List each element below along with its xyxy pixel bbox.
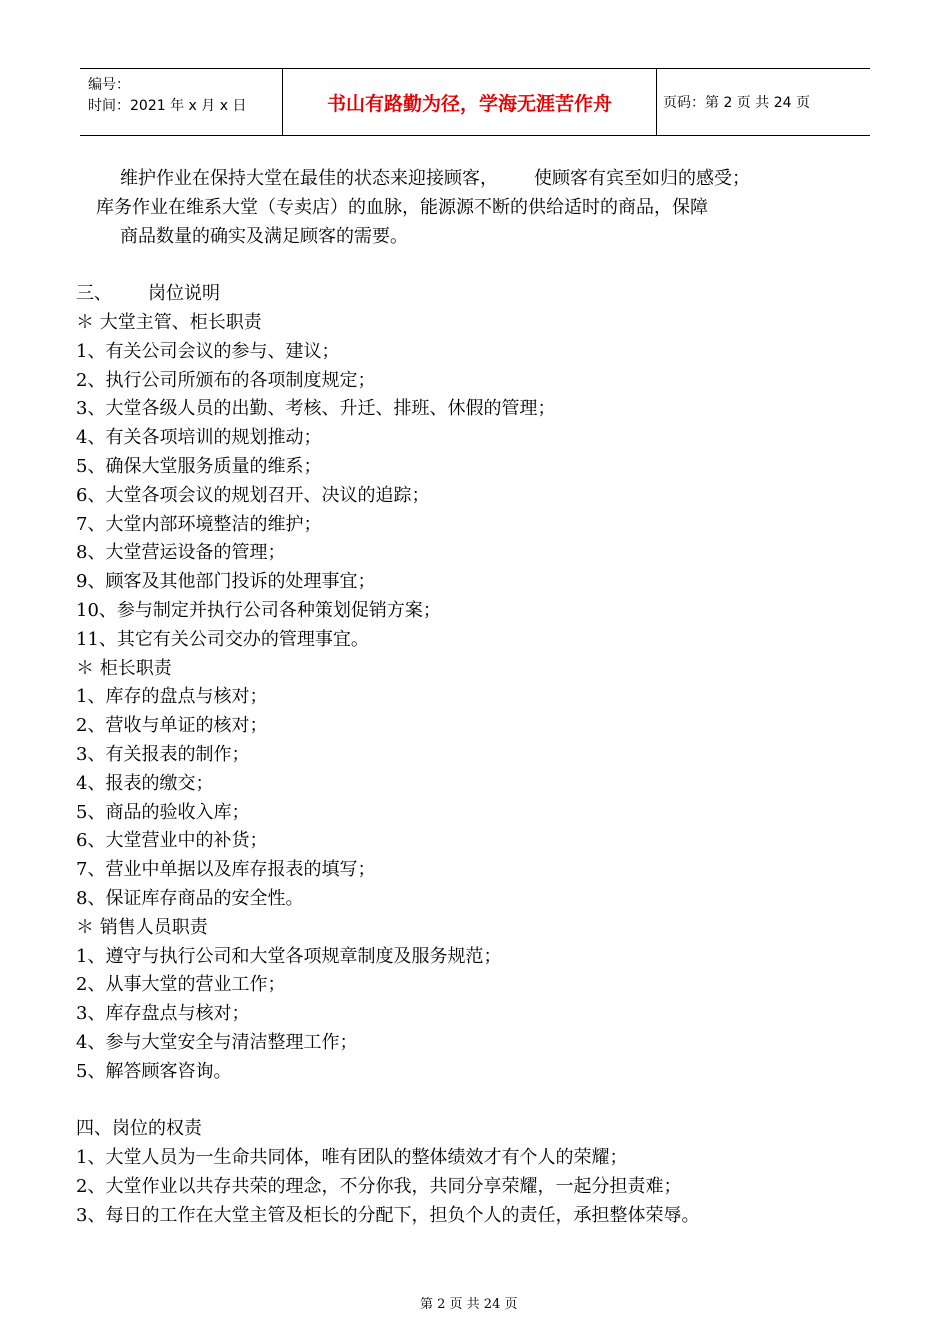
section-heading: 三、 岗位说明 bbox=[76, 283, 220, 305]
list-item: 5、解答顾客咨询。 bbox=[76, 1060, 232, 1082]
list-item: 5、确保大堂服务质量的维系； bbox=[76, 455, 322, 477]
list-item: 6、大堂营业中的补货； bbox=[76, 830, 268, 852]
list-item: 4、报表的缴交； bbox=[76, 772, 214, 794]
list-item: 1、遵守与执行公司和大堂各项规章制度及服务规范； bbox=[76, 945, 502, 967]
list-item: 1、有关公司会议的参与、建议； bbox=[76, 340, 340, 362]
intro-paragraph-line: 维护作业在保持大堂在最佳的状态来迎接顾客， 使顾客有宾至如归的感受； bbox=[120, 168, 750, 189]
list-item: 2、大堂作业以共存共荣的理念，不分你我，共同分享荣耀，一起分担责难； bbox=[76, 1175, 682, 1197]
intro-paragraph-line: 库务作业在维系大堂（专卖店）的血脉，能源源不断的供给适时的商品，保障 bbox=[96, 196, 708, 218]
list-item: 2、营收与单证的核对； bbox=[76, 715, 268, 737]
page-footer: 第 2 页 共 24 页 bbox=[420, 1297, 518, 1312]
document-number: 编号： bbox=[88, 77, 130, 93]
manager-duties-list bbox=[76, 338, 876, 655]
document-date: 时间：2021 年 x 月 x 日 bbox=[88, 98, 247, 114]
list-item: 3、有关报表的制作； bbox=[76, 743, 250, 765]
list-item: 8、大堂营运设备的管理； bbox=[76, 542, 286, 564]
list-item: 7、营业中单据以及库存报表的填写； bbox=[76, 859, 376, 881]
list-item: 2、执行公司所颁布的各项制度规定； bbox=[76, 369, 376, 391]
list-item: 3、每日的工作在大堂主管及柜长的分配下，担负个人的责任，承担整体荣辱。 bbox=[76, 1204, 700, 1226]
list-item: 5、商品的验收入库； bbox=[76, 801, 250, 823]
section-heading: 四、岗位的权责 bbox=[76, 1118, 202, 1140]
list-item: 4、参与大堂安全与清洁整理工作； bbox=[76, 1031, 358, 1053]
counter-duties-list bbox=[76, 683, 876, 913]
list-item: 11、其它有关公司交办的管理事宜。 bbox=[76, 628, 369, 650]
list-item: 10、参与制定并执行公司各种策划促销方案； bbox=[76, 599, 441, 621]
header-motto: 书山有路勤为径，学海无涯苦作舟 bbox=[283, 69, 657, 135]
subsection-heading: ＊ 大堂主管、柜长职责 bbox=[76, 311, 262, 333]
intro-paragraph-line: 商品数量的确实及满足顾客的需要。 bbox=[120, 225, 408, 247]
list-item: 7、大堂内部环境整洁的维护； bbox=[76, 513, 322, 535]
list-item: 9、顾客及其他部门投诉的处理事宜； bbox=[76, 571, 376, 593]
header-meta bbox=[80, 69, 283, 135]
list-item: 2、从事大堂的营业工作； bbox=[76, 974, 286, 996]
list-item: 3、大堂各级人员的出勤、考核、升迁、排班、休假的管理； bbox=[76, 398, 556, 420]
subsection-heading: ＊ 销售人员职责 bbox=[76, 916, 208, 938]
list-item: 1、大堂人员为一生命共同体，唯有团队的整体绩效才有个人的荣耀； bbox=[76, 1147, 628, 1169]
document-body bbox=[76, 165, 876, 1230]
list-item: 3、库存盘点与核对； bbox=[76, 1003, 250, 1025]
sales-duties-list bbox=[76, 943, 876, 1087]
page-header bbox=[80, 68, 870, 136]
subsection-heading: ＊ 柜长职责 bbox=[76, 657, 172, 679]
list-item: 4、有关各项培训的规划推动； bbox=[76, 427, 322, 449]
list-item: 8、保证库存商品的安全性。 bbox=[76, 887, 304, 909]
list-item: 6、大堂各项会议的规划召开、决议的追踪； bbox=[76, 484, 430, 506]
header-page-number: 页码：第 2 页 共 24 页 bbox=[663, 95, 810, 111]
list-item: 1、库存的盘点与核对； bbox=[76, 686, 268, 708]
rights-list bbox=[76, 1144, 876, 1230]
